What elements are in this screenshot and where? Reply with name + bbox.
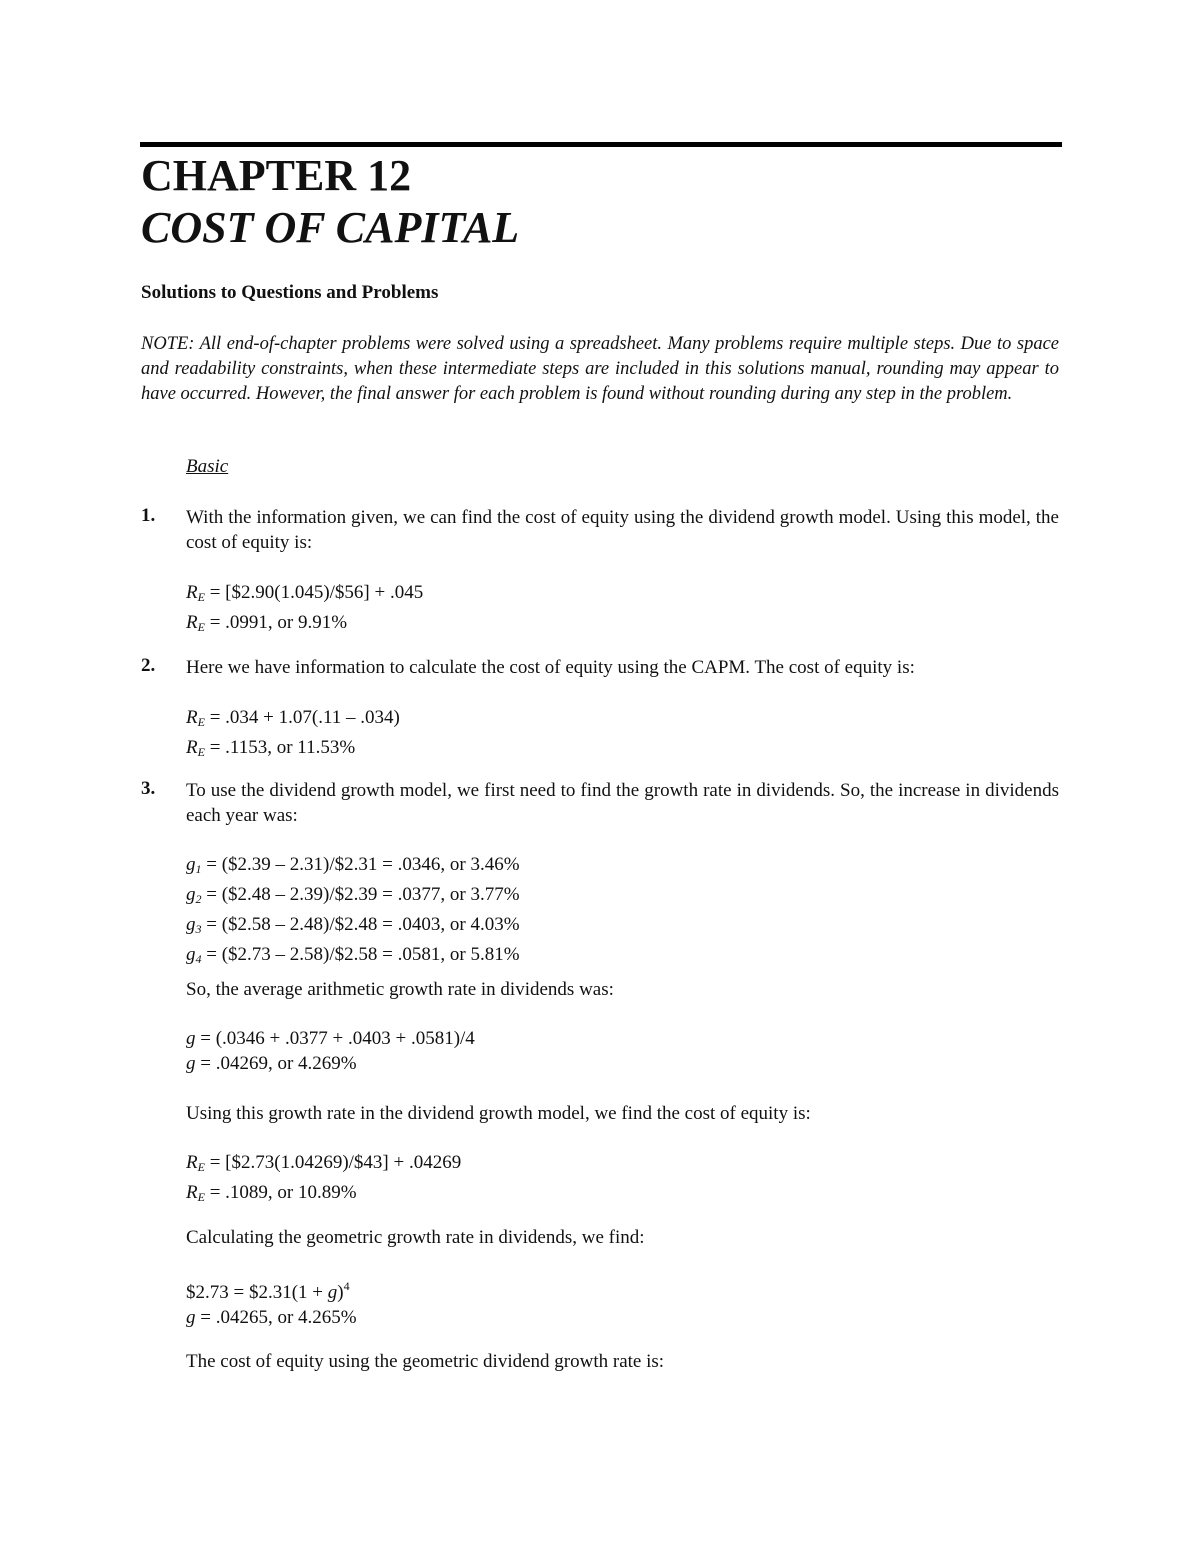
problem-1-number: 1. — [141, 505, 156, 526]
equation: RE = [$2.73(1.04269)/$43] + .04269 — [186, 1152, 462, 1174]
equation: g3 = ($2.58 – 2.48)/$2.48 = .0403, or 4.03% — [186, 914, 520, 936]
section-heading: Solutions to Questions and Problems — [141, 282, 439, 303]
using-growth-text: Using this growth rate in the dividend growth model, we find the cost of equity is: — [186, 1103, 811, 1124]
equation: g2 = ($2.48 – 2.39)/$2.39 = .0377, or 3.77% — [186, 884, 520, 906]
geometric-growth-equations — [186, 1274, 357, 1330]
subsection-basic: Basic — [186, 456, 229, 477]
equation: RE = .034 + 1.07(.11 – .034) — [186, 707, 400, 729]
equation: g1 = ($2.39 – 2.31)/$2.31 = .0346, or 3.46% — [186, 854, 520, 876]
equation: g4 = ($2.73 – 2.58)/$2.58 = .0581, or 5.81% — [186, 944, 520, 966]
problem-1-text: With the information given, we can find the cost of equity using the dividend growth model. Using this model, the cost of equity is: — [186, 507, 1059, 553]
equation: $2.73 = $2.31(1 + g)$^4$ — [186, 1279, 350, 1303]
cost-of-equity-equations — [186, 1150, 461, 1210]
problem-2-equations — [186, 705, 400, 765]
geometric-cost-text: The cost of equity using the geometric dividend growth rate is: — [186, 1351, 665, 1372]
problem-2-text: Here we have information to calculate the cost of equity using the CAPM. The cost of equity is: — [186, 657, 915, 678]
chapter-number: CHAPTER 12 — [141, 151, 412, 200]
problem-3-number: 3. — [141, 778, 156, 799]
equation: g = .04265, or 4.265% — [186, 1307, 357, 1328]
problem-3-text: To use the dividend growth model, we first need to find the growth rate in dividends. So, the increase in dividends each year was: — [186, 780, 1059, 826]
growth-rate-equations — [186, 852, 520, 972]
chapter-title: COST OF CAPITAL — [141, 203, 520, 252]
header-rule — [140, 142, 1062, 147]
average-growth-text: So, the average arithmetic growth rate in dividends was: — [186, 979, 614, 1000]
equation: g = (.0346 + .0377 + .0403 + .0581)/4 — [186, 1028, 475, 1049]
equation: RE = [$2.90(1.045)/$56] + .045 — [186, 582, 424, 604]
problem-2-number: 2. — [141, 655, 156, 676]
geometric-growth-text: Calculating the geometric growth rate in dividends, we find: — [186, 1227, 645, 1248]
average-growth-equations — [186, 1026, 475, 1076]
problem-1-equations — [186, 580, 423, 640]
equation: RE = .1089, or 10.89% — [186, 1182, 357, 1204]
note-paragraph: NOTE: All end-of-chapter problems were solved using a spreadsheet. Many problems require multiple steps. Due to space and readability constraints, when these intermediate steps are included in this solutions manual, rounding may appear to have occurred. However, the final answer for each problem is found without rounding during any step in the problem. — [141, 334, 1059, 404]
equation: g = .04269, or 4.269% — [186, 1053, 357, 1074]
equation: RE = .0991, or 9.91% — [186, 612, 348, 634]
equation: RE = .1153, or 11.53% — [186, 737, 356, 759]
